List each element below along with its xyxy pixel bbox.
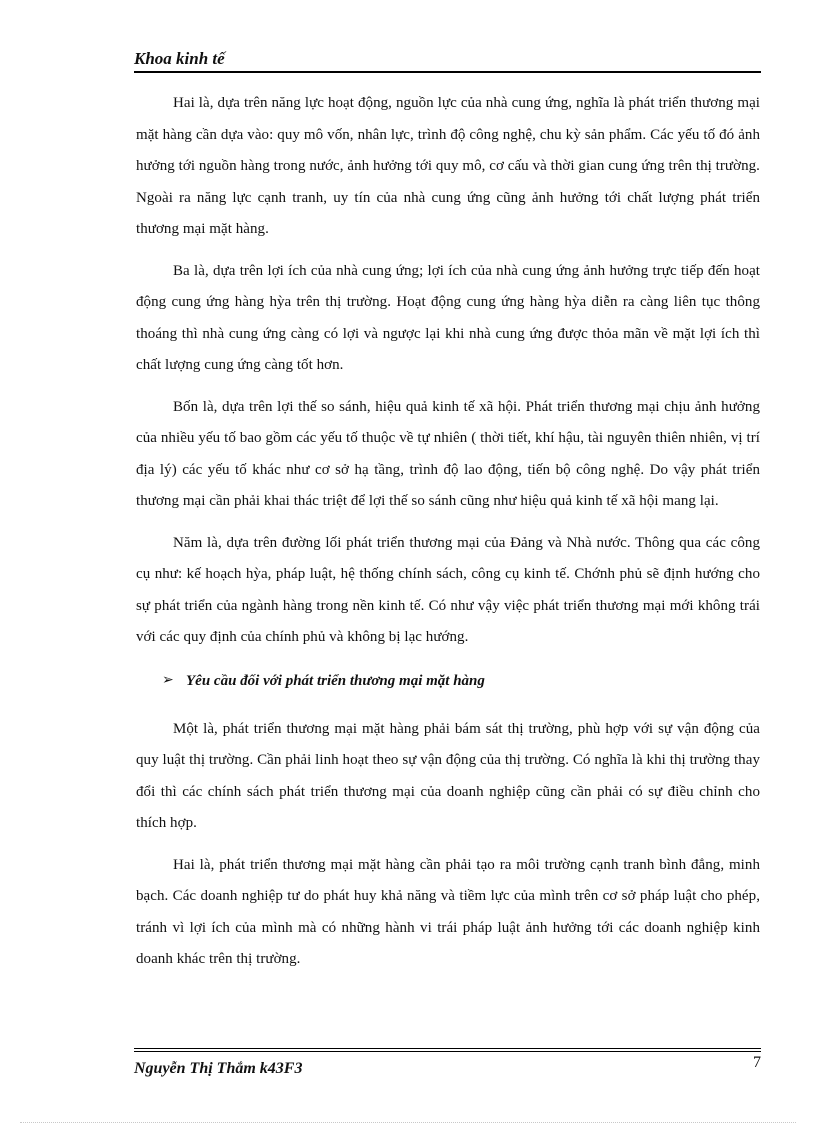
document-body (136, 88, 760, 976)
footer-divider-bottom (134, 1051, 761, 1052)
page-number: 7 (753, 1054, 761, 1071)
footer-divider-top (134, 1048, 761, 1049)
paragraph-bon-la-loi-the: Bốn là, dựa trên lợi thế so sánh, hiệu quả kinh tế xã hội. Phát triển thương mại chịu ảnh hưởng của nhiều yếu tố bao gồm các yếu tố thuộc về tự nhiên ( thời tiết, khí hậu, tài nguyên thiên nhiên, vị trí địa lý) các yếu tố khác như cơ sở hạ tầng, trình độ lao động, tiến bộ công nghệ. Do vậy phát triển thương mại cần phải khai thác triệt để lợi thế so sánh cũng như hiệu quả kinh tế xã hội mang lại. (136, 398, 760, 509)
section-heading (136, 666, 760, 696)
arrow-bullet-icon: ➢ (162, 672, 174, 688)
paragraph-hai-la-canh-tranh: Hai là, phát triển thương mại mặt hàng cần phải tạo ra môi trường cạnh tranh bình đẳng, minh bạch. Các doanh nghiệp tư do phát huy khả năng và tiềm lực của mình trên cơ sở pháp luật cho phép, tránh vì lợi ích của mình mà có những hành vi trái pháp luật ảnh hưởng tới các doanh nghiệp kinh doanh khác trên thị trường. (136, 856, 760, 967)
header-title: Khoa kinh tế (134, 49, 225, 68)
page-header (134, 48, 761, 70)
paragraph-nam-la-duong-loi: Năm là, dựa trên đường lối phát triển thương mại của Đảng và Nhà nước. Thông qua các công cụ như: kế hoạch hỳa, pháp luật, hệ thống chính sách, công cụ kinh tế. Chớnh phủ sẽ định hướng cho sự phát triển của ngành hàng trong nền kinh tế. Có như vậy việc phát triển thương mại mới không trái với các quy định của chính phủ và không bị lạc hướng. (136, 534, 760, 645)
paragraph-ba-la-loi-ich: Ba là, dựa trên lợi ích của nhà cung ứng; lợi ích của nhà cung ứng ảnh hưởng trực tiếp đến hoạt động cung ứng hàng hỳa trên thị trường. Hoạt động cung ứng hàng hỳa diễn ra càng liên tục thông thoáng thì nhà cung ứng càng có lợi và ngược lại khi nhà cung ứng được thỏa mãn về mặt lợi ích thì chất lượng cung ứng càng tốt hơn. (136, 262, 760, 373)
paragraph-mot-la-bam-sat: Một là, phát triển thương mại mặt hàng phải bám sát thị trường, phù hợp với sự vận động của quy luật thị trường. Cần phải linh hoạt theo sự vận động của thị trường. Có nghĩa là khi thị trường thay đổi thì các chính sách phát triển thương mại của doanh nghiệp cũng cần phải có sự điều chỉnh cho thích hợp. (136, 720, 760, 831)
section-heading-text: Yêu cầu đối với phát triển thương mại mặt hàng (186, 672, 485, 689)
footer-author: Nguyễn Thị Thắm k43F3 (134, 1060, 303, 1077)
page-footer (134, 1048, 761, 1079)
header-divider (134, 71, 761, 73)
paragraph-hai-la-nang-luc: Hai là, dựa trên năng lực hoạt động, nguồn lực của nhà cung ứng, nghĩa là phát triển thương mại mặt hàng cần dựa vào: quy mô vốn, nhân lực, trình độ công nghệ, chu kỳ sản phẩm. Các yếu tố đó ảnh hưởng tới nguồn hàng trong nước, ảnh hưởng tới quy mô, cơ cấu và thời gian cung ứng trên thị trường. Ngoài ra năng lực cạnh tranh, uy tín của nhà cung ứng cũng ảnh hưởng tới chất lượng phát triển thương mại mặt hàng. (136, 95, 760, 237)
